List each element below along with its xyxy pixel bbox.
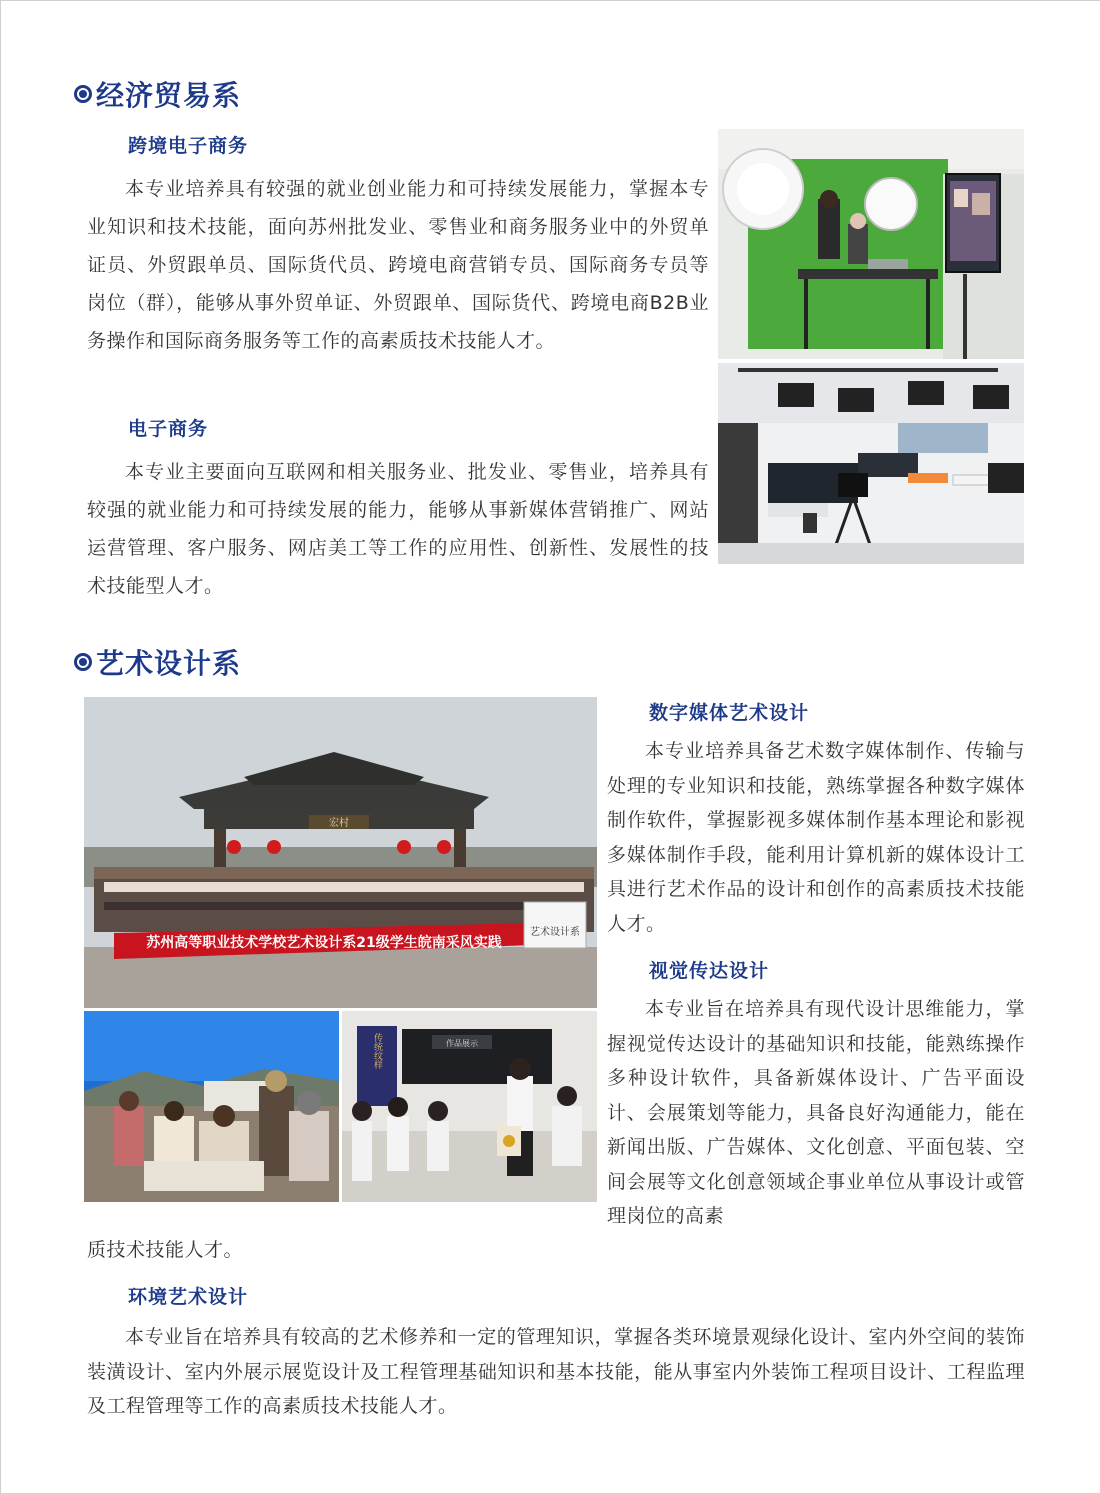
major-title-cross-border-ecommerce: 跨境电子商务 <box>128 135 249 157</box>
major-desc-digital-media: 本专业培养具备艺术数字媒体制作、传输与处理的专业知识和技能，熟练掌握各种数字媒体制作软件，掌握影视多媒体制作基本理论和影视多媒体制作手段，能利用计算机新的媒体设计工具进行艺术作品的设计和创作的高素质技术技能人才。 <box>607 740 1025 935</box>
page-edge-top <box>0 0 1100 1</box>
bullet-circle-icon <box>74 85 92 103</box>
section-title-art-text: 艺术设计系 <box>96 647 242 680</box>
photo-broadcast-classroom <box>718 363 1024 564</box>
photo-group-field-trip <box>84 697 597 1008</box>
major-title-visual-communication: 视觉传达设计 <box>649 960 770 982</box>
bullet-circle-icon <box>74 653 92 671</box>
major-desc-ecommerce: 本专业主要面向互联网和相关服务业、批发业、零售业，培养具有较强的就业能力和可持续发展的能力，能够从事新媒体营销推广、网站运营管理、客户服务、网店美工等工作的应用性、创新性、发展性的技术技能型人才。 <box>87 461 709 597</box>
photo-classroom-presentation <box>342 1011 597 1202</box>
section-title-economy-text: 经济贸易系 <box>96 79 242 112</box>
section-title-economy <box>74 74 241 114</box>
photo-livestream-studio <box>718 129 1024 359</box>
section-title-art <box>74 642 241 682</box>
major-title-ecommerce: 电子商务 <box>128 418 209 440</box>
major-desc-environmental-art: 本专业旨在培养具有较高的艺术修养和一定的管理知识，掌握各类环境景观绿化设计、室内外空间的装饰装潢设计、室内外展示展览设计及工程管理基础知识和基本技能，能从事室内外装饰工程项目设计、工程监理及工程管理等工作的高素质技术技能人才。 <box>87 1326 1025 1417</box>
major-title-digital-media: 数字媒体艺术设计 <box>649 702 810 724</box>
major-title-environmental-art: 环境艺术设计 <box>128 1286 249 1308</box>
page-edge-left <box>0 0 1 1493</box>
major-desc-visual-communication: 本专业旨在培养具有现代设计思维能力，掌握视觉传达设计的基础知识和技能，能熟练操作多种设计软件，具备新媒体设计、广告平面设计、会展策划等能力，具备良好沟通能力，能在新闻出版、广告媒体、文化创意、平面包装、空间会展等文化创意领域企事业单位从事设计或管理岗位的高素 <box>607 998 1025 1227</box>
photo-outdoor-sketching <box>84 1011 339 1202</box>
group-banner-text: 苏州高等职业技术学校艺术设计系21级学生皖南采风实践 <box>146 935 502 951</box>
major-desc-cross-border-ecommerce: 本专业培养具有较强的就业创业能力和可持续发展能力，掌握本专业知识和技术技能，面向苏州批发业、零售业和商务服务业中的外贸单证员、外贸跟单员、国际货代员、跨境电商营销专员、国际商务专员等岗位（群），能够从事外贸单证、外贸跟单、国际货代、跨境电商B2B业务操作和国际商务服务等工作的高素质技术技能人才。 <box>87 178 709 352</box>
major-desc-visual-communication-continued: 质技术技能人才。 <box>87 1239 244 1261</box>
board-text: 作品展示 <box>446 1039 478 1048</box>
flag-text: 艺术设计系 <box>530 927 580 938</box>
banner-left-text: 传统纹样 <box>372 1033 382 1069</box>
gate-plaque-text: 宏村 <box>329 818 349 829</box>
